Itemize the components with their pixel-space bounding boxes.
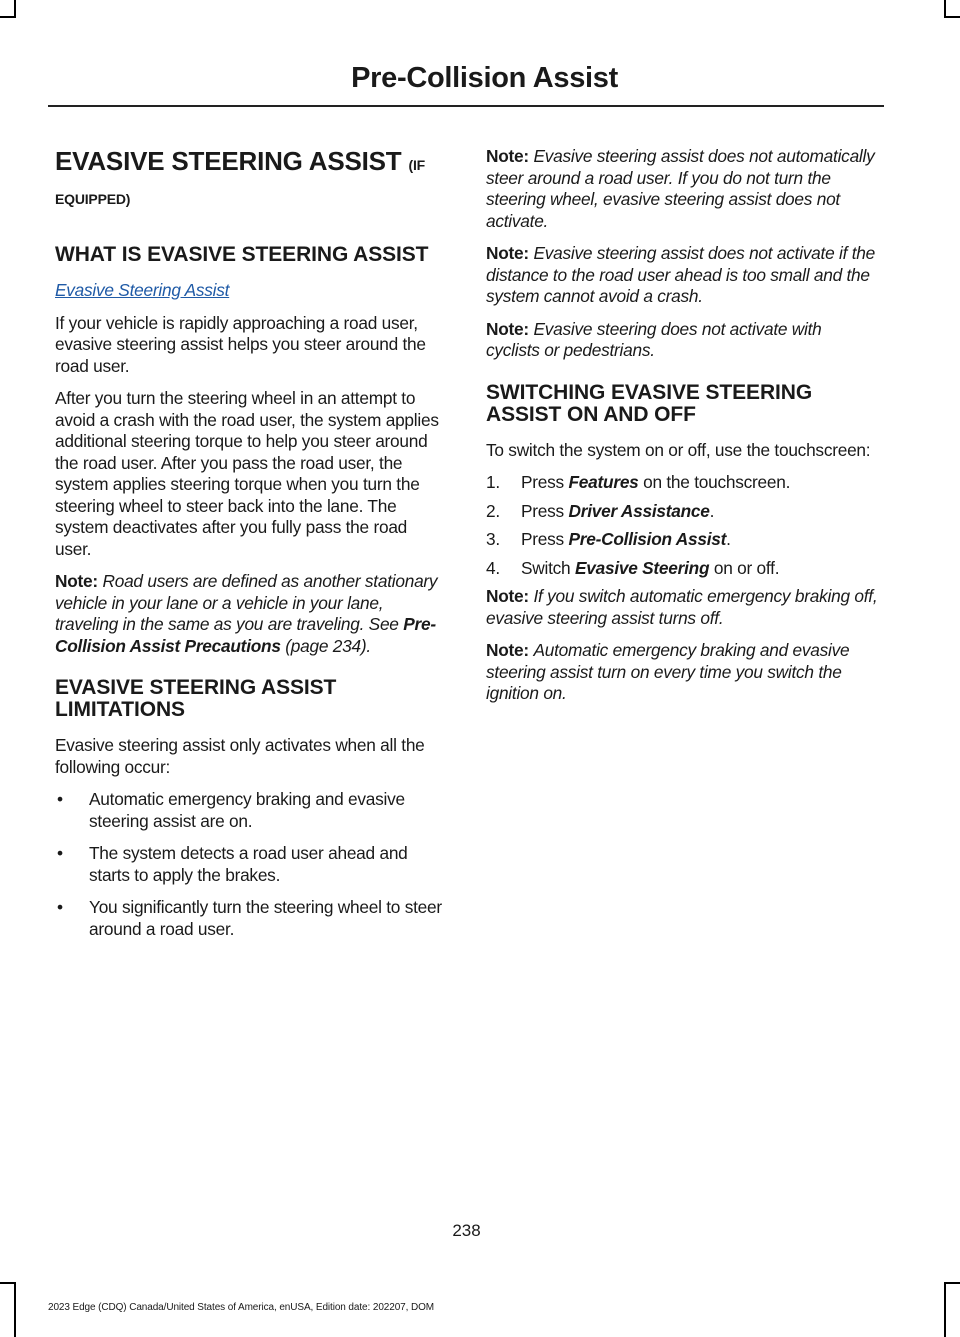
- list-item: 3. Press Pre-Collision Assist.: [486, 529, 731, 549]
- paragraph: To switch the system on or off, use the touchscreen:: [486, 439, 871, 460]
- crop-mark: [944, 16, 960, 18]
- header-divider: [48, 105, 884, 107]
- note: Note: If you switch automatic emergency braking off, evasive steering assist turns off.: [486, 586, 878, 628]
- left-column: [55, 146, 447, 951]
- list-item: • The system detects a road user ahead and starts to apply the brakes.: [55, 843, 447, 886]
- video-link[interactable]: Evasive Steering Assist: [55, 280, 230, 300]
- cross-reference[interactable]: Pre-Collision Assist Precautions: [55, 614, 436, 656]
- paragraph: Evasive steering assist only activates when all the following occur:: [55, 735, 425, 777]
- list-item: 1. Press Features on the touchscreen.: [486, 472, 791, 492]
- crop-mark: [14, 1282, 16, 1337]
- note: Note: Evasive steering does not activate with cyclists or pedestrians.: [486, 318, 822, 360]
- heading-what-is: WHAT IS EVASIVE STEERING ASSIST: [55, 243, 429, 266]
- steps-list: [486, 472, 878, 579]
- section-title: EVASIVE STEERING ASSIST (IF EQUIPPED): [55, 146, 426, 207]
- right-column: [486, 146, 878, 716]
- note: Note: Road users are defined as another stationary vehicle in your lane or a vehicle in your lane, traveling in the same as you are traveling. See Pre-Collision Assist Precautions (page 234).: [55, 571, 438, 656]
- page-title: Pre-Collision Assist: [351, 62, 618, 94]
- note: Note: Evasive steering assist does not automatically steer around a road user. If you do not turn the steering wheel, evasive steering assist does not activate.: [486, 146, 875, 231]
- crop-mark: [944, 1282, 960, 1284]
- conditions-list: [55, 789, 447, 940]
- paragraph: If your vehicle is rapidly approaching a road user, evasive steering assist helps you steer around the road user.: [55, 312, 426, 376]
- note: Note: Automatic emergency braking and evasive steering assist turn on every time you switch the ignition on.: [486, 640, 850, 703]
- crop-mark: [0, 1282, 16, 1284]
- list-item: • Automatic emergency braking and evasive steering assist are on.: [55, 789, 447, 832]
- page-number: 238: [452, 1221, 481, 1240]
- edition-footer: 2023 Edge (CDQ) Canada/United States of America, enUSA, Edition date: 202207, DOM: [48, 1302, 435, 1313]
- heading-switching: SWITCHING EVASIVE STEERING ASSIST ON AND OFF: [486, 380, 813, 426]
- heading-limitations: EVASIVE STEERING ASSIST LIMITATIONS: [55, 676, 337, 721]
- list-item: • You significantly turn the steering wheel to steer around a road user.: [55, 897, 447, 940]
- list-item: 4. Switch Evasive Steering on or off.: [486, 557, 780, 578]
- video-link-para: [55, 280, 447, 302]
- list-item: 2. Press Driver Assistance.: [486, 500, 715, 521]
- paragraph: After you turn the steering wheel in an attempt to avoid a crash with the road user, the system applies additional steering torque to help you steer around the road user. After you pass the road user, the system applies steering torque when you turn the steering wheel to steer back into the lane. The system deactivates after you fully pass the road user.: [55, 388, 439, 559]
- note: Note: Evasive steering assist does not activate if the distance to the road user ahead is too small and the system cannot avoid a crash.: [486, 243, 875, 306]
- crop-mark: [944, 1282, 946, 1337]
- crop-mark: [0, 16, 16, 18]
